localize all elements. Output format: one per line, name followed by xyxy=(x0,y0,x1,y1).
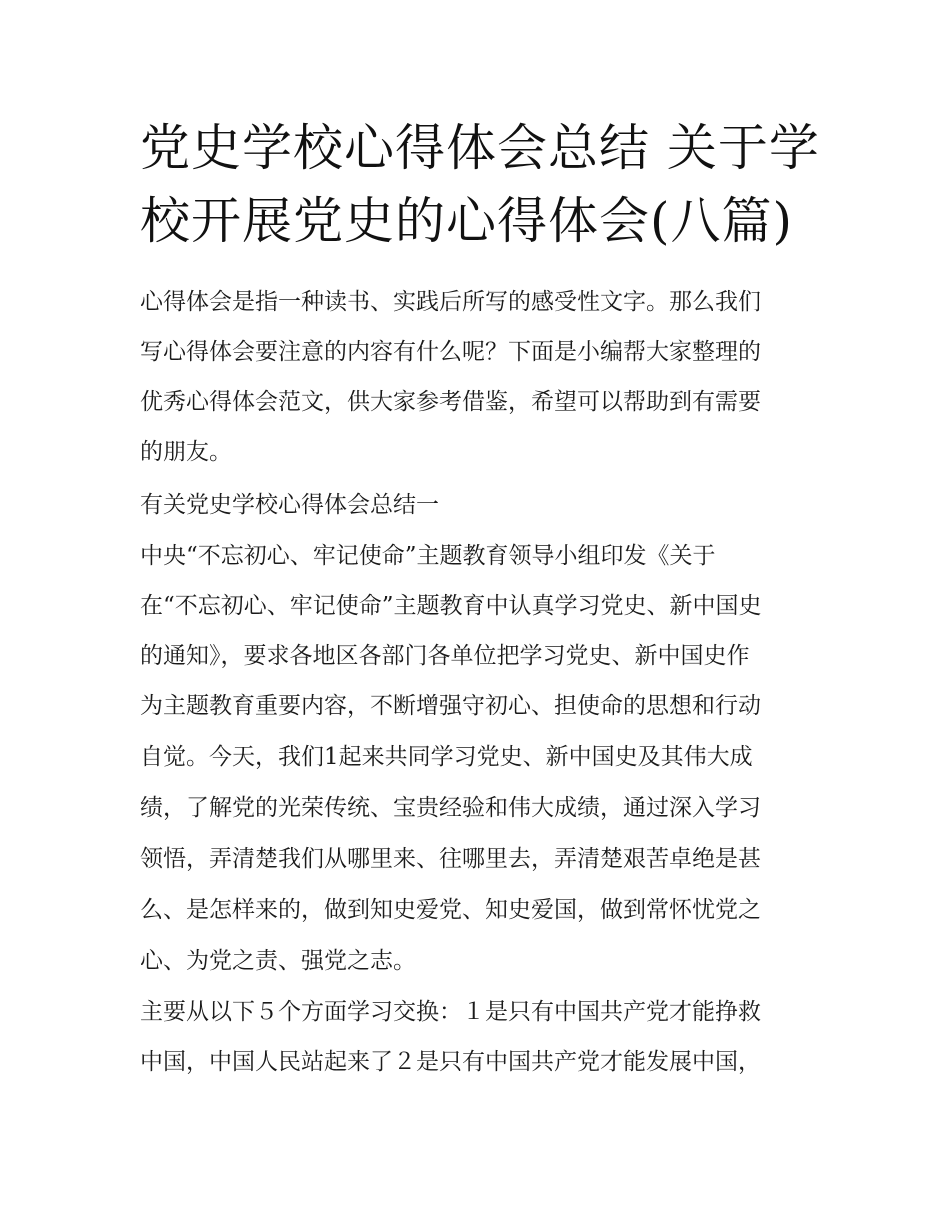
intro-line: 的朋友。 xyxy=(140,439,232,465)
body-line: 中央“不忘初心、牢记使命”主题教育领导小组印发《关于 xyxy=(140,543,716,569)
body-line: 心、为党之责、强党之志。 xyxy=(140,948,416,974)
body-line: 自觉。今天，我们1起来共同学习党史、新中国史及其伟大成 xyxy=(140,744,753,770)
body-line: 绩，了解党的光荣传统、宝贵经验和伟大成绩，通过深入学习 xyxy=(140,795,761,821)
body-line: 在“不忘初心、牢记使命”主题教育中认真学习党史、新中国史 xyxy=(140,593,762,619)
document-title: 党史学校心得体会总结 关于学校开展党史的心得体会(八篇) xyxy=(140,119,820,250)
intro-line: 心得体会是指一种读书、实践后所写的感受性文字。那么我们 xyxy=(140,289,761,315)
body-line: 为主题教育重要内容，不断增强守初心、担使命的思想和行动 xyxy=(140,693,761,719)
closing-line: 主要从以下５个方面学习交换：１是只有中国共产党才能挣救 xyxy=(140,999,761,1025)
body-line: 领悟，弄清楚我们从哪里来、往哪里去，弄清楚艰苦卓绝是甚 xyxy=(140,846,761,872)
closing-line: 中国，中国人民站起来了２是只有中国共产党才能发展中国， xyxy=(140,1049,761,1075)
body-line: 么、是怎样来的，做到知史爱党、知史爱国，做到常怀忧党之 xyxy=(140,897,761,923)
intro-line: 写心得体会要注意的内容有什么呢？下面是小编帮大家整理的 xyxy=(140,339,761,365)
section-heading: 有关党史学校心得体会总结一 xyxy=(140,492,439,518)
body-line: 的通知》，要求各地区各部门各单位把学习党史、新中国史作 xyxy=(140,643,750,669)
intro-line: 优秀心得体会范文，供大家参考借鉴，希望可以帮助到有需要 xyxy=(140,389,761,415)
